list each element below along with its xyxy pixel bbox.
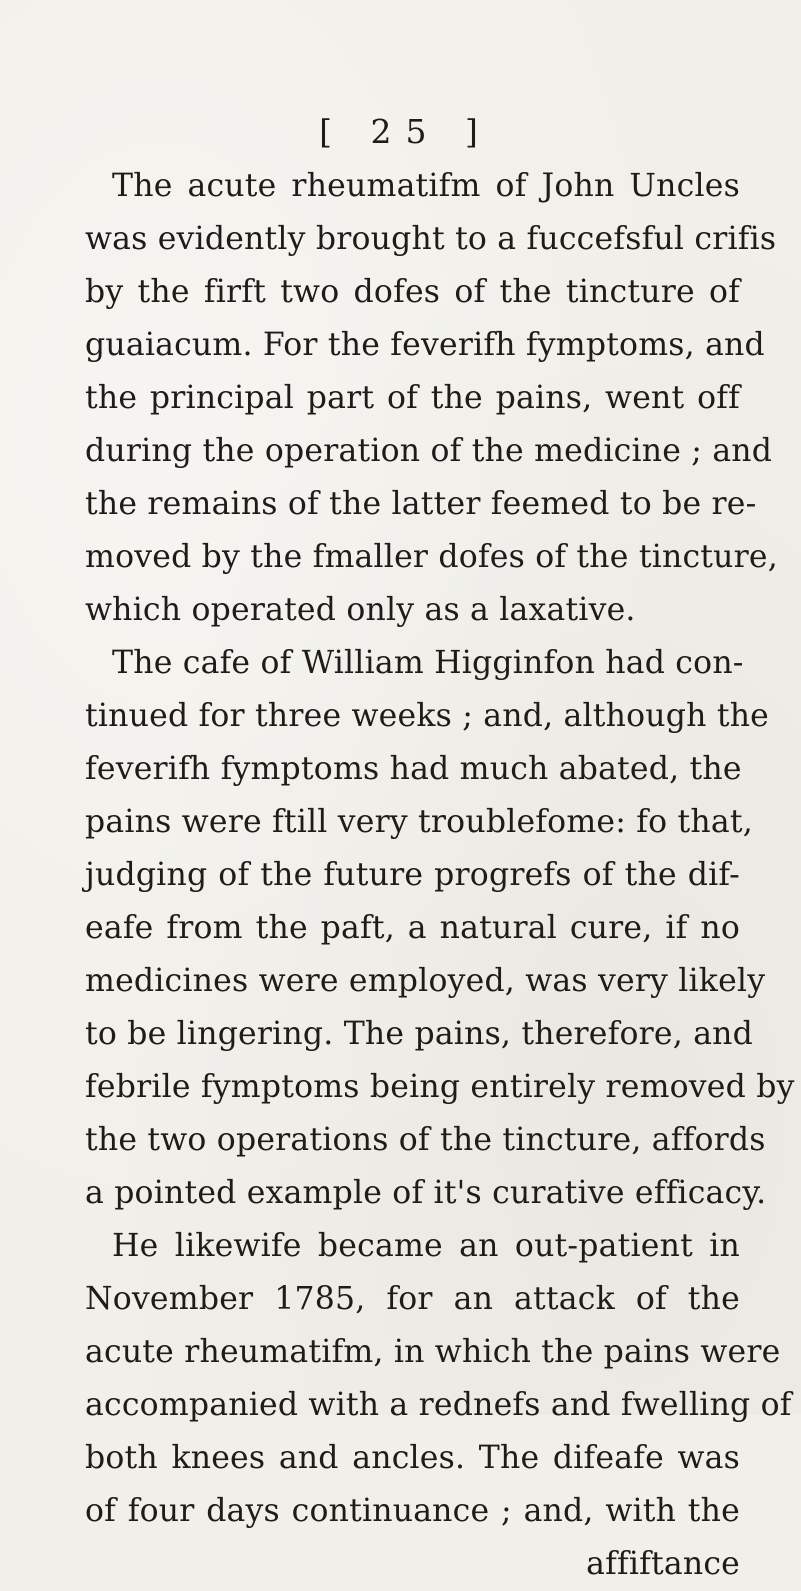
text-line: acute rheumatifm, in which the pains were	[85, 1334, 781, 1370]
text-line: febrile fymptoms being entirely removed by	[85, 1069, 795, 1105]
text-line: pains were ftill very troublefome: fo that,	[85, 804, 753, 840]
text-line: was evidently brought to a fuccefsful crifis	[85, 221, 777, 257]
text-line: feverifh fymptoms had much abated, the	[85, 751, 742, 787]
text-line: of four days continuance ; and, with the	[85, 1493, 740, 1529]
text-line: both knees and ancles. The difeafe was	[85, 1440, 740, 1476]
catchword: affiftance	[586, 1546, 740, 1582]
text-line: November 1785, for an attack of the	[85, 1281, 740, 1317]
text-line: the remains of the latter feemed to be re-	[85, 486, 757, 522]
text-line: the two operations of the tincture, affords	[85, 1122, 766, 1158]
text-line: a pointed example of it's curative efficacy.	[85, 1175, 767, 1211]
text-line: accompanied with a rednefs and fwelling of	[85, 1387, 792, 1423]
page-number-header: [ 25 ]	[319, 112, 492, 151]
text-line: He likewife became an out-patient in	[112, 1228, 740, 1264]
text-line: to be lingering. The pains, therefore, and	[85, 1016, 754, 1052]
text-line: judging of the future progrefs of the dif-	[85, 857, 740, 893]
text-line: by the firft two dofes of the tincture of	[85, 274, 740, 310]
text-line: eafe from the paft, a natural cure, if no	[85, 910, 740, 946]
text-line: The acute rheumatifm of John Uncles	[112, 168, 740, 204]
text-line: which operated only as a laxative.	[85, 592, 636, 628]
text-line: guaiacum. For the feverifh fymptoms, and	[85, 327, 765, 363]
text-line: moved by the fmaller dofes of the tincture,	[85, 539, 778, 575]
text-line: the principal part of the pains, went off	[85, 380, 740, 416]
text-line: The cafe of William Higginfon had con-	[112, 645, 744, 681]
text-line: during the operation of the medicine ; and	[85, 433, 773, 469]
text-line: tinued for three weeks ; and, although the	[85, 698, 770, 734]
text-line: medicines were employed, was very likely	[85, 963, 766, 999]
